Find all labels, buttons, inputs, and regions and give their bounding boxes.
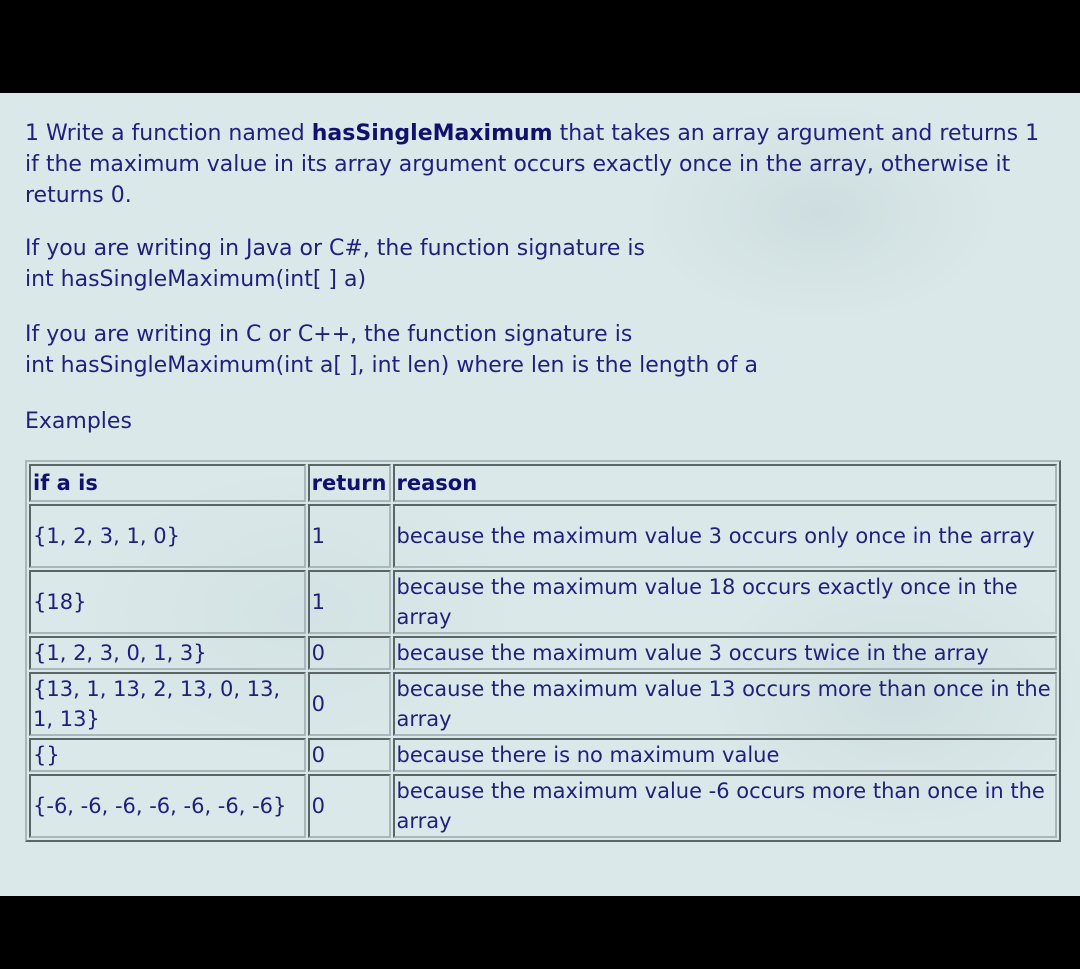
- table-row: [29, 504, 1057, 568]
- reason-cell: because there is no maximum value: [393, 738, 1057, 772]
- reason-cell: because the maximum value 18 occurs exactly once in the array: [393, 570, 1057, 634]
- array-cell: {13, 1, 13, 2, 13, 0, 13, 1, 13}: [29, 672, 306, 736]
- array-cell: {-6, -6, -6, -6, -6, -6, -6}: [29, 774, 306, 838]
- reason-cell: because the maximum value 3 occurs only once in the array: [393, 504, 1057, 568]
- header-if-a-is: if a is: [29, 464, 306, 502]
- return-cell: 0: [308, 636, 391, 670]
- return-cell: 1: [308, 504, 391, 568]
- problem-line-2: if the maximum value in its array argument occurs exactly once in the array, otherwise it: [25, 152, 1011, 177]
- table-row: [29, 774, 1057, 838]
- array-cell: {18}: [29, 570, 306, 634]
- table-row: [29, 738, 1057, 772]
- c-signature: int hasSingleMaximum(int a[ ], int len) where len is the length of a: [25, 353, 758, 378]
- problem-statement: [25, 118, 1065, 211]
- return-cell: 0: [308, 672, 391, 736]
- bottom-black-bar: [0, 896, 1080, 969]
- array-cell: {1, 2, 3, 1, 0}: [29, 504, 306, 568]
- array-cell: {1, 2, 3, 0, 1, 3}: [29, 636, 306, 670]
- java-signature-block: [25, 233, 1065, 295]
- problem-line-3: returns 0.: [25, 183, 132, 208]
- problem-line-1-prefix: 1 Write a function named: [25, 121, 312, 146]
- problem-line-1: [25, 118, 1065, 149]
- table-row: [29, 636, 1057, 670]
- table-row: [29, 570, 1057, 634]
- reason-cell: because the maximum value -6 occurs more than once in the array: [393, 774, 1057, 838]
- header-return: return: [308, 464, 391, 502]
- reason-cell: because the maximum value 3 occurs twice in the array: [393, 636, 1057, 670]
- c-signature-intro: If you are writing in C or C++, the function signature is: [25, 322, 633, 347]
- function-name: hasSingleMaximum: [311, 121, 553, 146]
- table-row: [29, 672, 1057, 736]
- problem-line-1-suffix: that takes an array argument and returns 1: [552, 121, 1040, 146]
- top-black-bar: [0, 0, 1080, 93]
- examples-heading: Examples: [25, 409, 132, 434]
- table-header-row: [29, 464, 1057, 502]
- java-signature-intro: If you are writing in Java or C#, the function signature is: [25, 236, 645, 261]
- header-reason: reason: [393, 464, 1057, 502]
- return-cell: 0: [308, 738, 391, 772]
- java-signature: int hasSingleMaximum(int[ ] a): [25, 267, 367, 292]
- array-cell: {}: [29, 738, 306, 772]
- return-cell: 1: [308, 570, 391, 634]
- problem-document: [0, 93, 1080, 896]
- examples-table: [25, 460, 1061, 842]
- reason-cell: because the maximum value 13 occurs more than once in the array: [393, 672, 1057, 736]
- c-signature-block: [25, 319, 1065, 381]
- return-cell: 0: [308, 774, 391, 838]
